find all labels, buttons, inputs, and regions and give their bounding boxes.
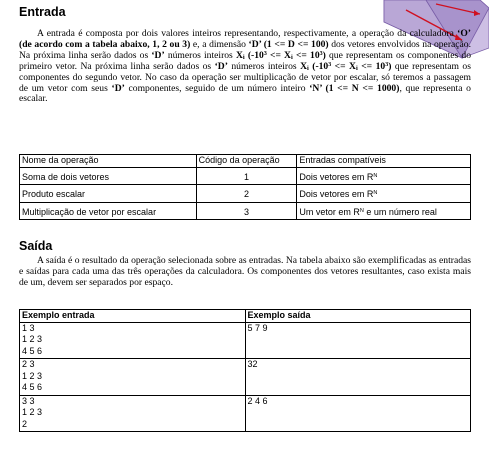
entrada-paragraph: A entrada é composta por dois valores inteiros representando, respectivamente, a operação da calculadora ‘O’ (de acordo com a tabela abaixo, 1, 2 ou 3) e, a dimensão ‘D’ (1 <= D <= 100) dos vetores envolvidos na operação. Na próxima linha serão dados os ‘D’ números inteiros $X_i$ $(-10^3 <= X_i <= 10^3)$ que representam os componentes do primeiro vetor. Na próxima linha serão dados os ‘D’ números inteiros $X_i$ $(-10^3 <= X_i <= 10^3)$ que representam os componentes do segundo vetor. No caso da operação ser multiplicação de vetor por escalar, só teremos a passagem de um vetor com seus ‘D’ componentes, seguido de um número inteiro ‘N’ (1 <= N <= 1000), que representa o escalar. [19, 28, 472, 105]
example-input: 3 3 1 2 3 2 [20, 395, 246, 432]
op-inputs: Dois vetores em $R^N$ [297, 167, 471, 185]
op-name: Produto escalar [20, 185, 197, 203]
op-inputs: Dois vetores em $R^N$ [297, 185, 471, 203]
table-header-cell: Entradas compatíveis [297, 155, 471, 168]
table-header-cell: Nome da operação [20, 155, 197, 168]
table-row [20, 322, 471, 359]
example-input: 2 3 1 2 3 4 5 6 [20, 359, 246, 396]
table-row [20, 395, 471, 432]
table-header-row [20, 155, 471, 168]
table-header-row [20, 310, 471, 323]
example-output: 2 4 6 [245, 395, 471, 432]
example-output: 5 7 9 [245, 322, 471, 359]
op-code: 2 [196, 185, 297, 203]
examples-table [19, 309, 471, 432]
table-header-cell: Exemplo entrada [20, 310, 246, 323]
table-header-cell: Exemplo saída [245, 310, 471, 323]
op-name: Soma de dois vetores [20, 167, 197, 185]
saida-paragraph: A saída é o resultado da operação selecionada sobre as entradas. Na tabela abaixo são exemplificadas as entradas e saídas para cada uma das três operações da calculadora. Os componentes dos vetores resultantes, caso exista mais de um, devem ser separados por espaço. [19, 255, 471, 288]
example-output: 32 [245, 359, 471, 396]
op-code: 1 [196, 167, 297, 185]
op-code: 3 [196, 202, 297, 220]
table-header-cell: Código da operação [196, 155, 297, 168]
saida-heading: Saída [19, 239, 53, 253]
table-row [20, 167, 471, 185]
operations-table [19, 154, 471, 220]
entrada-heading: Entrada [19, 5, 66, 19]
table-row [20, 185, 471, 203]
op-name: Multiplicação de vetor por escalar [20, 202, 197, 220]
table-row [20, 202, 471, 220]
table-row [20, 359, 471, 396]
example-input: 1 3 1 2 3 4 5 6 [20, 322, 246, 359]
op-inputs: Um vetor em $R^N$ e um número real [297, 202, 471, 220]
